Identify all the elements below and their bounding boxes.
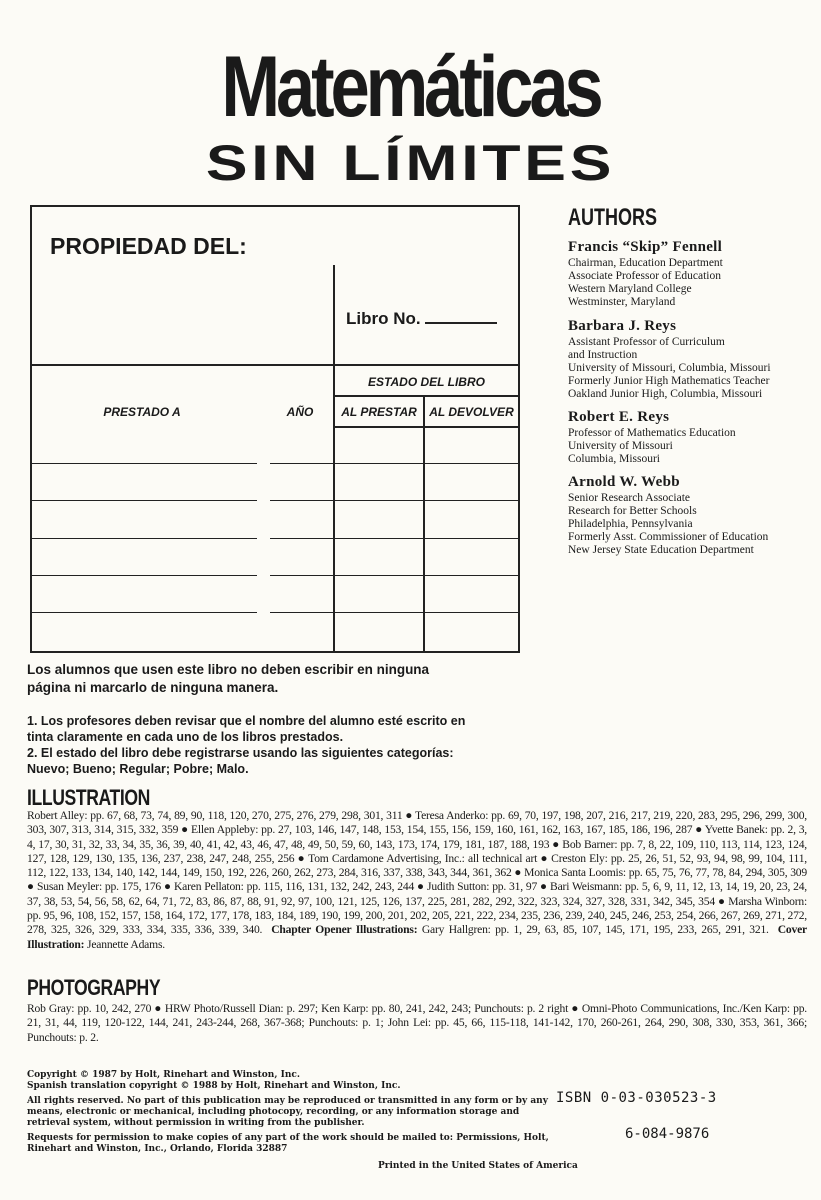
author-line: Westminster, Maryland [568,296,676,308]
estado-heading: ESTADO DEL LIBRO [368,375,485,389]
author-line: Philadelphia, Pennsylvania [568,518,693,530]
libro-no-text: Libro No. [346,309,421,328]
libro-no-label [346,309,497,329]
permission-requests: Requests for permission to make copies of any part of the work should be mailed to: Permissions, Holt, Rinehart and Winston, Inc., Orlando, Florida 32887 [27,1133,549,1154]
property-form [30,205,520,653]
author-entry [568,238,723,309]
photography-heading: PHOTOGRAPHY [27,975,161,1000]
author-line: Associate Professor of Education [568,270,721,282]
propiedad-label: PROPIEDAD DEL: [50,233,247,259]
book-title: Matemáticas [221,39,600,135]
chapter-opener-label: Chapter Opener Illustrations: [271,923,418,937]
author-entry [568,473,768,557]
cover-illustration-text: Jeannette Adams. [87,937,165,951]
rule-2: 2. El estado del libro debe registrarse usando las siguientes categorías: Nuevo; Bueno; Regular; Pobre; Malo. [27,746,454,776]
author-line: Professor of Mathematics Education [568,427,736,439]
illustration-heading: ILLUSTRATION [27,785,150,810]
rights-notice: All rights reserved. No part of this publication may be reproduced or transmitted in any form or by any means, electronic or mechanical, including photocopy, recording, or any information storage and retrieval system, without permission in writing from the publisher. [27,1096,548,1128]
author-name: Robert E. Reys [568,409,670,425]
isbn: ISBN 0-03-030523-3 [556,1090,717,1106]
al-prestar-heading: AL PRESTAR [341,405,417,419]
author-line: Oakland Junior High, Columbia, Missouri [568,388,763,400]
copyright-line: Spanish translation copyright © 1988 by Holt, Rinehart and Winston, Inc. [27,1081,401,1091]
al-devolver-heading: AL DEVOLVER [429,405,514,419]
author-line: University of Missouri [568,440,673,452]
cover-illustration-label: Cover Illustration: [27,923,807,951]
authors-heading: AUTHORS [568,204,658,231]
book-subtitle: SIN LÍMITES [205,135,616,191]
author-line: and Instruction [568,349,638,361]
chapter-opener-text: Gary Hallgren: pp. 1, 29, 63, 85, 107, 145, 171, 195, 233, 265, 291, 321. [421,923,769,937]
author-name: Barbara J. Reys [568,318,677,334]
author-line: Research for Better Schools [568,505,697,517]
catalog-code: 6-084-9876 [625,1126,710,1142]
ano-heading: AÑO [286,405,314,419]
prestado-a-heading: PRESTADO A [103,405,181,419]
author-line: Columbia, Missouri [568,453,661,465]
printed-in: Printed in the United States of America [378,1161,578,1171]
author-line: University of Missouri, Columbia, Missouri [568,362,771,374]
author-line: Senior Research Associate [568,492,690,504]
author-line: Formerly Junior High Mathematics Teacher [568,375,770,387]
author-name: Arnold W. Webb [568,474,680,490]
copyright-line: Copyright © 1987 by Holt, Rinehart and Winston, Inc. [27,1070,300,1080]
photography-credits: Rob Gray: pp. 10, 242, 270 ● HRW Photo/Russell Dian: p. 297; Ken Karp: pp. 80, 241, 242, 243; Punchouts: p. 2 right ● Omni-Photo Communications, Inc./Ken Karp: pp. 21, 31, 44, 119, 120-122, 144, 241, 243-244, 268, 367-368; Punchouts: p. 1; John Lei: pp. 45, 66, 115-118, 141-142, 170, 260-261, 264, 290, 308, 330, 353, 361, 366; Punchouts: p. 2. [27,1002,807,1044]
author-entry [568,408,736,466]
copyright-block [27,1070,557,1155]
author-name: Francis “Skip” Fennell [568,239,723,255]
author-line: New Jersey State Education Department [568,544,754,556]
author-line: Assistant Professor of Curriculum [568,336,725,348]
author-line: Chairman, Education Department [568,257,723,269]
author-entry [568,317,771,401]
rule-1: 1. Los profesores deben revisar que el nombre del alumno esté escrito en tinta claramente en cada uno de los libros prestados. [27,714,466,744]
illustration-text: Robert Alley: pp. 67, 68, 73, 74, 89, 90, 118, 120, 270, 275, 276, 279, 298, 301, 311 ● Teresa Anderko: pp. 69, 70, 197, 198, 207, 216, 217, 219, 220, 283, 295, 296, 299, 300, 303, 307, 313, 314, 315, 332, 359 ● Ellen Appleby: pp. 27, 103, 146, 147, 148, 153, 154, 155, 156, 159, 160, 161, 162, 163, 167, 185, 186, 196, 287 ● Yvette Banek: pp. 2, 3, 4, 17, 30, 31, 32, 33, 34, 35, 36, 39, 40, 41, 42, 43, 46, 47, 48, 49, 50, 59, 60, 143, 173, 174, 179, 181, 187, 188, 193 ● Bob Barner: pp. 7, 8, 22, 109, 110, 113, 114, 123, 124, 127, 128, 129, 130, 135, 136, 237, 238, 247, 248, 255, 256 ● Tom Cardamone Advertising, Inc.: all technical art ● Creston Ely: pp. 25, 26, 51, 52, 93, 94, 98, 99, 104, 111, 112, 122, 133, 134, 140, 142, 144, 149, 150, 192, 226, 260, 262, 273, 284, 316, 337, 338, 343, 344, 361, 362 ● Monica Santa Loomis: pp. 65, 75, 76, 77, 78, 84, 294, 305, 309 ● Susan Meyler: pp. 175, 176 ● Karen Pellaton: pp. 115, 116, 131, 132, 242, 243, 244 ● Judith Sutton: pp. 31, 97 ● Bari Weismann: pp. 5, 6, 9, 11, 12, 13, 14, 19, 20, 23, 24, 37, 38, 53, 54, 56, 58, 62, 64, 71, 72, 83, 86, 87, 88, 91, 92, 97, 100, 121, 125, 126, 137, 225, 281, 282, 292, 322, 323, 324, 327, 328, 331, 342, 345, 354 ● Marsha Winborn: pp. 95, 96, 108, 152, 157, 158, 164, 172, 177, 178, 183, 184, 189, 190, 199, 200, 201, 202, 205, 221, 222, 234, 235, 236, 239, 240, 245, 246, 253, 254, 266, 267, 269, 271, 272, 278, 325, 326, 329, 333, 334, 335, 336, 339, 340. [27,809,807,937]
author-line: Western Maryland College [568,283,692,295]
usage-notice: Los alumnos que usen este libro no deben escribir en ninguna página ni marcarlo de ninguna manera. [27,662,430,695]
illustration-credits [27,809,807,952]
author-line: Formerly Asst. Commissioner of Education [568,531,769,543]
